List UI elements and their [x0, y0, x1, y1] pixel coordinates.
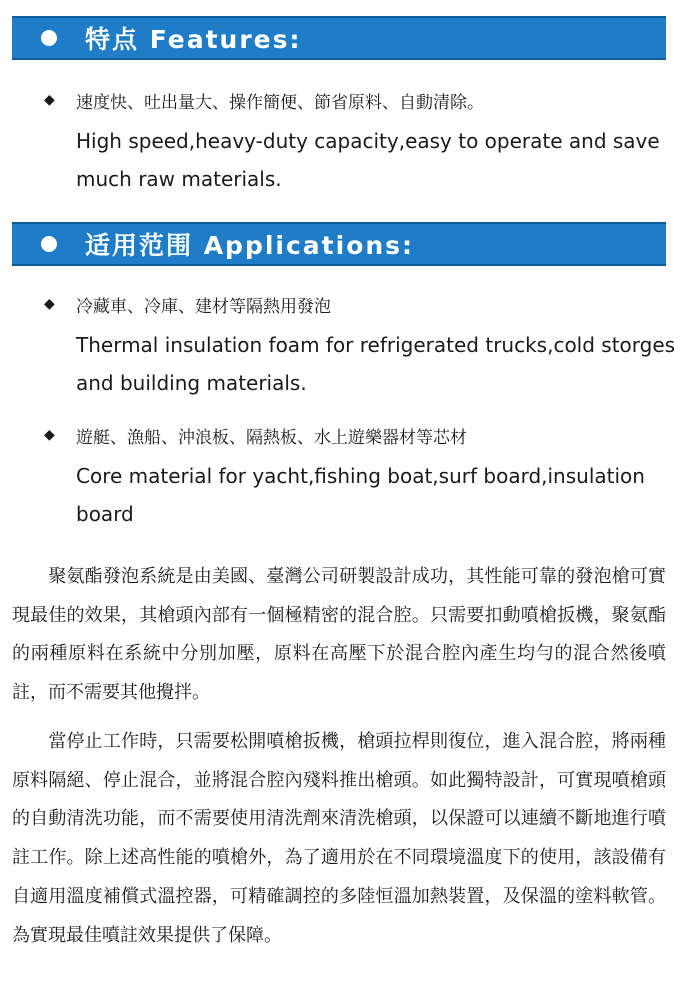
- description-paragraph-1: 聚氨酯發泡系統是由美國、臺灣公司研製設計成功，其性能可靠的發泡槍可實現最佳的效果，其槍頭內部有一個極精密的混合腔。只需要扣動噴槍扳機，聚氨酯的兩種原料在系統中分別加壓，原料在高壓下於混合腔內產生均勻的混合然後噴註，而不需要其他攪拌。: [12, 566, 666, 704]
- diamond-bullet-icon: ◆: [44, 427, 55, 443]
- applications-banner: [12, 222, 666, 266]
- circle-bullet-icon: [41, 30, 57, 46]
- features-heading: 特点 Features:: [85, 25, 302, 54]
- application-item: [44, 421, 674, 533]
- diamond-bullet-icon: ◆: [44, 296, 55, 312]
- features-banner: [12, 16, 666, 60]
- diamond-bullet-icon: ◆: [44, 92, 55, 108]
- description-paragraph-2: 當停止工作時，只需要松開噴槍扳機，槍頭拉桿則復位，進入混合腔，將兩種原料隔絕、停止混合，並將混合腔內殘料推出槍頭。如此獨特設計，可實現噴槍頭的自動清洗功能，而不需要使用清洗劑來清洗槍頭，以保證可以連續不斷地進行噴註工作。除上述高性能的噴槍外，為了適用於在不同環境溫度下的使用，該設備有自適用溫度補償式溫控器，可精確調控的多陸恒溫加熱裝置，及保溫的塗料軟管。為實現最佳噴註效果提供了保障。: [12, 731, 666, 946]
- feature-text-zh: 速度快、吐出量大、操作簡便、節省原料、自動清除。: [76, 92, 484, 113]
- features-item: [44, 86, 674, 198]
- circle-bullet-icon: [41, 236, 57, 252]
- applications-heading: 适用范围 Applications:: [85, 231, 415, 260]
- application-text-zh: 冷藏車、冷庫、建材等隔熱用發泡: [76, 296, 331, 317]
- application-text-en: Core material for yacht,fishing boat,surf board,insulation board: [76, 464, 645, 526]
- application-item: [44, 290, 674, 402]
- application-text-zh: 遊艇、漁船、沖浪板、隔熱板、水上遊樂器材等芯材: [76, 427, 467, 448]
- application-text-en: Thermal insulation foam for refrigerated trucks,cold storges and building materials.: [76, 333, 676, 395]
- feature-text-en: High speed,heavy-duty capacity,easy to operate and save much raw materials.: [76, 129, 660, 191]
